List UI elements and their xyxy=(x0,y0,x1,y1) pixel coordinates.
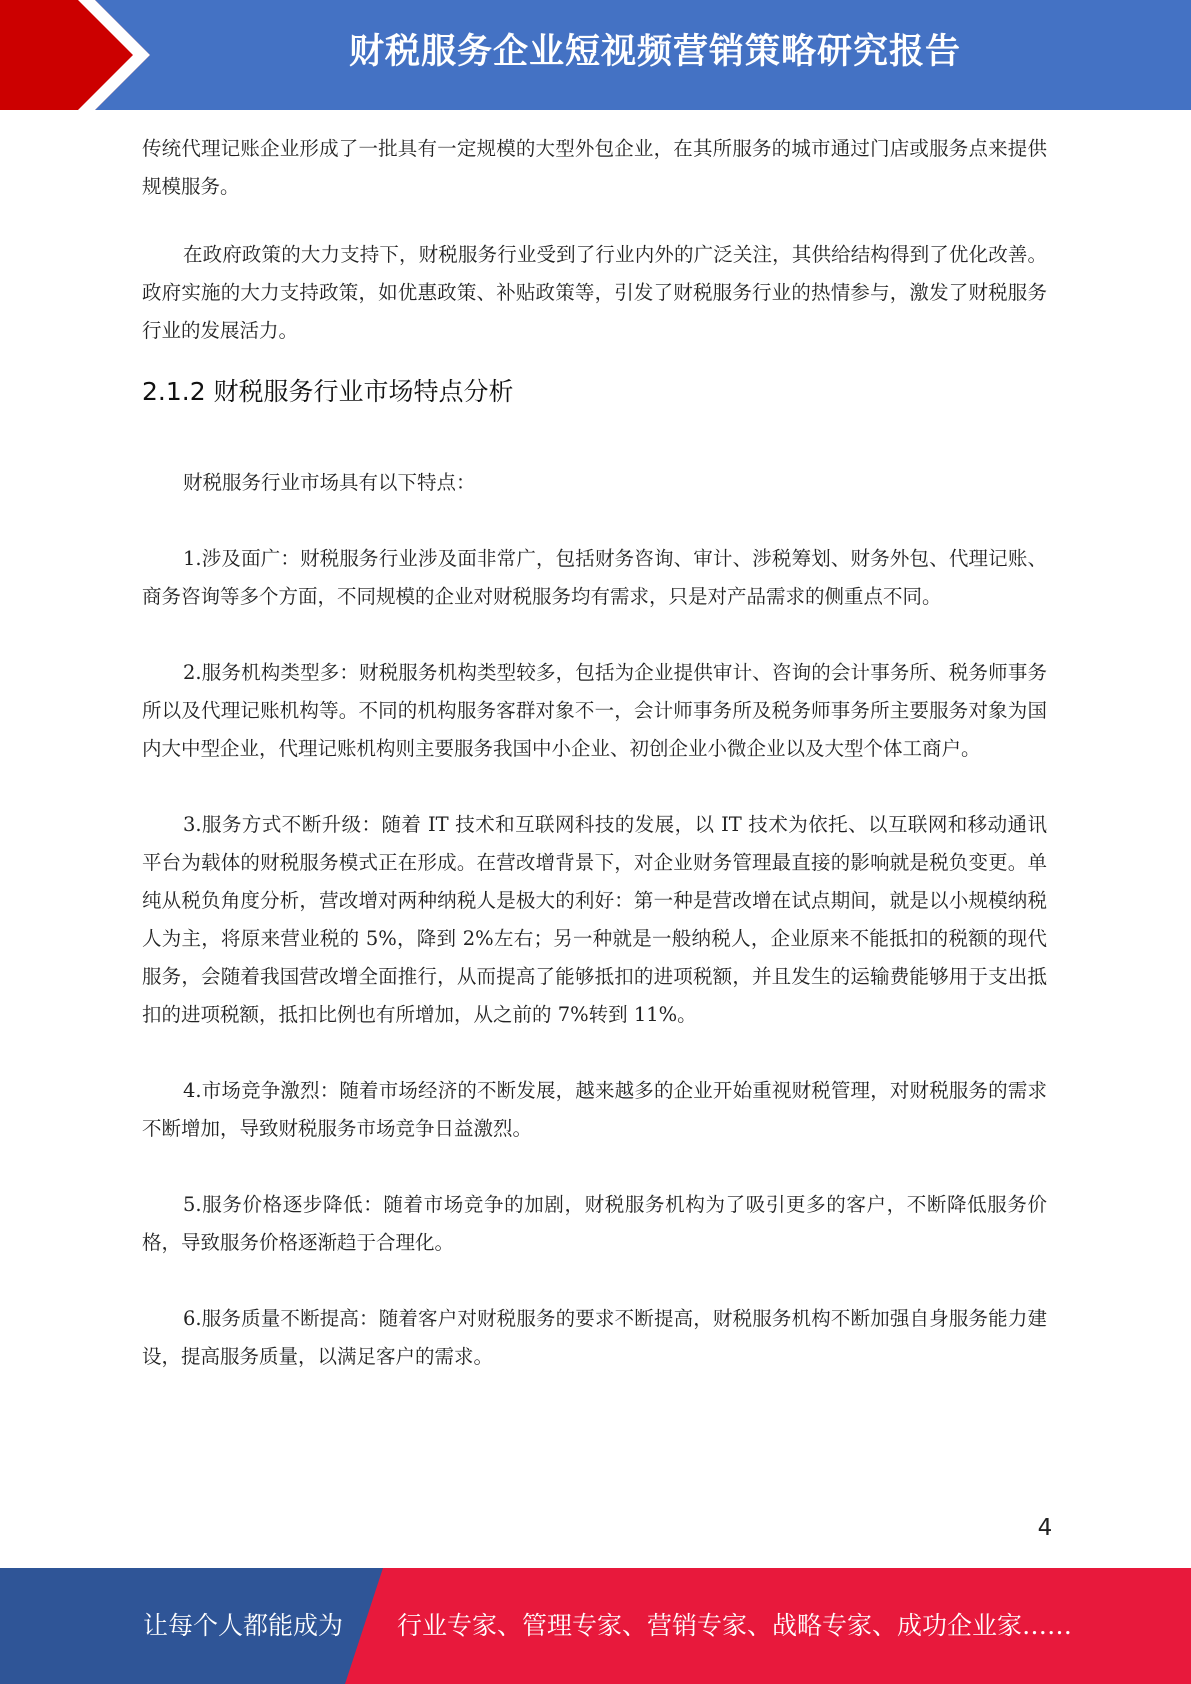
list-item-6: 6.服务质量不断提高：随着客户对财税服务的要求不断提高，财税服务机构不断加强自身服务能力建设，提高服务质量，以满足客户的需求。 xyxy=(142,1307,1047,1368)
page-header xyxy=(0,0,1191,110)
list-item-5: 5.服务价格逐步降低：随着市场竞争的加剧，财税服务机构为了吸引更多的客户，不断降低服务价格，导致服务价格逐渐趋于合理化。 xyxy=(142,1193,1047,1254)
footer-slogan-right: 行业专家、管理专家、营销专家、战略专家、成功企业家…… xyxy=(397,1611,1073,1640)
list-item-3: 3.服务方式不断升级：随着 IT 技术和互联网科技的发展，以 IT 技术为依托、以互联网和移动通讯平台为载体的财税服务模式正在形成。在营改增背景下，对企业财务管理最直接的影响就是税负变更。单纯从税负角度分析，营改增对两种纳税人是极大的利好：第一种是营改增在试点期间，就是以小规模纳税人为主，将原来营业税的 5%，降到 2%左右；另一种就是一般纳税人，企业原来不能抵扣的税额的现代服务，会随着我国营改增全面推行，从而提高了能够抵扣的进项税额，并且发生的运输费能够用于支出抵扣的进项税额，抵扣比例也有所增加，从之前的 7%转到 11%。 xyxy=(142,813,1047,1026)
header-chevron-logo xyxy=(0,0,160,110)
page-number: 4 xyxy=(1037,1515,1053,1541)
list-item-1: 1.涉及面广：财税服务行业涉及面非常广，包括财务咨询、审计、涉税筹划、财务外包、代理记账、商务咨询等多个方面，不同规模的企业对财税服务均有需求，只是对产品需求的侧重点不同。 xyxy=(142,547,1047,608)
header-chevron-fill xyxy=(0,0,150,110)
paragraph-policy: 在政府政策的大力支持下，财税服务行业受到了行业内外的广泛关注，其供给结构得到了优化改善。政府实施的大力支持政策，如优惠政策、补贴政策等，引发了财税服务行业的热情参与，激发了财税服务行业的发展活力。 xyxy=(142,243,1047,342)
paragraph-lead: 财税服务行业市场具有以下特点： xyxy=(183,471,476,494)
list-item-4: 4.市场竞争激烈：随着市场经济的不断发展，越来越多的企业开始重视财税管理，对财税服务的需求不断增加，导致财税服务市场竞争日益激烈。 xyxy=(142,1079,1047,1140)
footer-slogan-left: 让每个人都能成为 xyxy=(143,1611,344,1640)
list-item-2: 2.服务机构类型多：财税服务机构类型较多，包括为企业提供审计、咨询的会计事务所、税务师事务所以及代理记账机构等。不同的机构服务客群对象不一，会计师事务所及税务师事务所主要服务对象为国内大中型企业，代理记账机构则主要服务我国中小企业、初创企业小微企业以及大型个体工商户。 xyxy=(142,661,1047,760)
paragraph-intro-continuation: 传统代理记账企业形成了一批具有一定规模的大型外包企业，在其所服务的城市通过门店或服务点来提供规模服务。 xyxy=(142,137,1047,198)
page-footer xyxy=(0,1568,1191,1684)
document-body xyxy=(142,130,1047,1376)
report-title: 财税服务企业短视频营销策略研究报告 xyxy=(348,32,961,72)
section-heading: 2.1.2 财税服务行业市场特点分析 xyxy=(142,377,514,406)
